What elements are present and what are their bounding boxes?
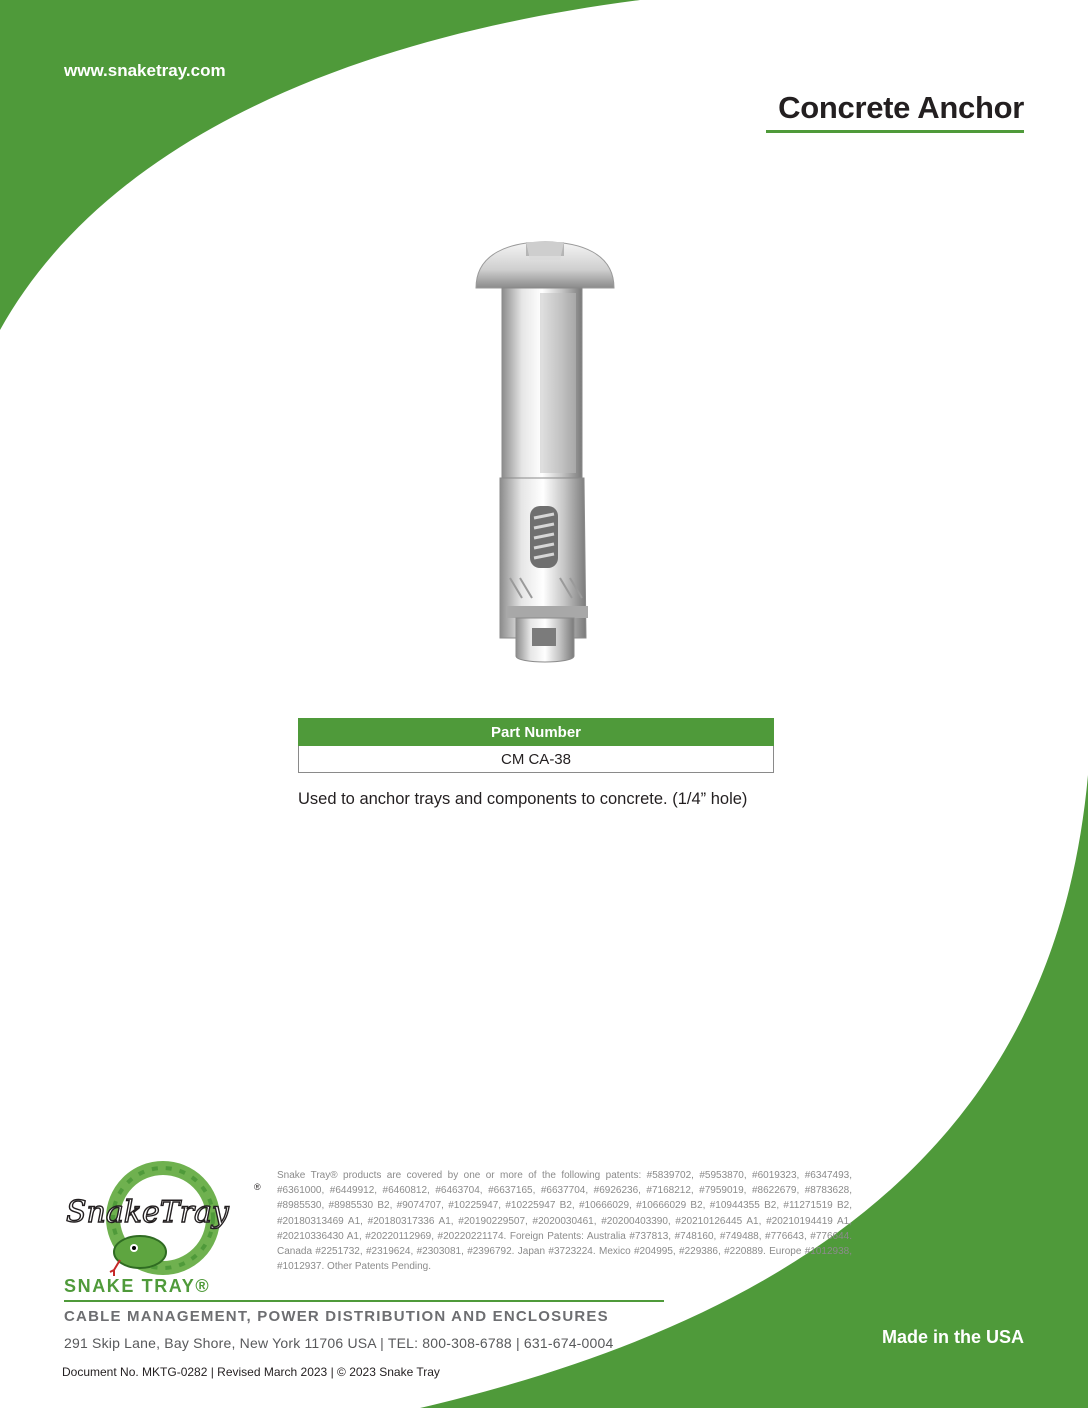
brand-divider: [64, 1300, 664, 1302]
patents-notice: Snake Tray® products are covered by one or more of the following patents: #5839702, #5953870, #6019323, #6347493, #6361000, #6449912, #6460812, #6463704, #6637165, #6637704, #6926236, #7168212, #7959019, #8622679, #8783628, #8985530, #8985530 B2, #9074707, #10225947, #10225947 B2, #10666029, #10666029 B2, #10944355 B2, #11271519 B2, #20180313469 A1, #20180317336 A1, #20190229507, #2020030461, #20200403390, #20210126445 A1, #20210194419 A1, #20210336430 A1, #20220112969, #20220221174. Foreign Patents: Australia #737813, #748160, #749488, #776643, #776644. Canada #2251732, #2319624, #2303081, #2396792. Japan #3723224. Mexico #204995, #229386, #220889. Europe #1012938, #1012937. Other Patents Pending.: [277, 1170, 852, 1273]
document-number: Document No. MKTG-0282 | Revised March 2023 | © 2023 Snake Tray: [62, 1365, 440, 1379]
company-tagline: CABLE MANAGEMENT, POWER DISTRIBUTION AND ENCLOSURES: [64, 1308, 609, 1325]
concrete-anchor-image: [470, 238, 620, 668]
title-block: [766, 90, 1024, 133]
part-number-header: Part Number: [299, 719, 774, 746]
svg-text:®: ®: [254, 1182, 261, 1192]
product-description: Used to anchor trays and components to concrete. (1/4” hole): [298, 790, 748, 808]
table-row: [299, 746, 774, 773]
part-number-cell: CM CA-38: [299, 746, 774, 773]
svg-text:SnakeTray: SnakeTray: [66, 1195, 229, 1230]
title-underline: [766, 130, 1024, 133]
website-url[interactable]: www.snaketray.com: [64, 61, 226, 80]
snake-tray-logo: [58, 1160, 268, 1278]
page-title: Concrete Anchor: [778, 90, 1024, 125]
part-number-table: [298, 718, 774, 773]
brand-name: SNAKE TRAY®: [64, 1276, 211, 1296]
made-in-usa: Made in the USA: [881, 1327, 1024, 1347]
company-address: 291 Skip Lane, Bay Shore, New York 11706 USA | TEL: 800-308-6788 | 631-674-0004: [64, 1335, 614, 1351]
